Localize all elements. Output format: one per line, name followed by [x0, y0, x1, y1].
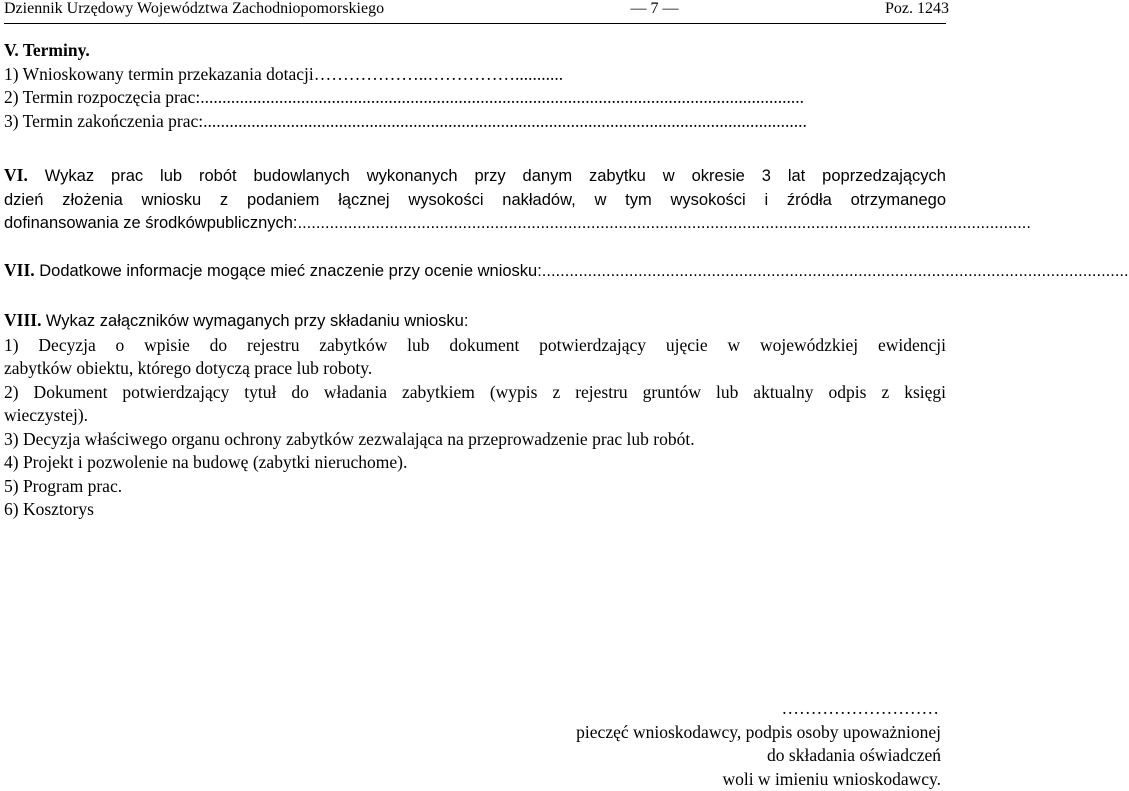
signature-caption-2: do składania oświadczeń [767, 745, 941, 765]
section-vii [4, 259, 1129, 284]
position-number: Poz. 1243 [885, 0, 949, 17]
section-viii [4, 309, 946, 522]
signature-caption-3: woli w imieniu wnioskodawcy. [722, 768, 941, 789]
section-vii-text: Dodatkowe informacje mogące mieć znaczenie przy ocenie wniosku:................................................................................................................................ [39, 262, 1129, 280]
signature-block [576, 697, 941, 791]
section-viii-title-line [4, 309, 946, 334]
section-vi-line-3: dofinansowania ze środkówpublicznych:................................................................................................................................................................ [4, 214, 1031, 232]
section-vi-line-2: dzień złożenia wniosku z podaniem łącznej wysokości nakładów, w tym wysokości i źródła otrzymanego [4, 190, 946, 209]
attachment-line-2: zabytków obiektu, którego dotyczą prace lub roboty. [4, 358, 373, 378]
section-v-item-2: 2) Termin rozpoczęcia prac:.......................................................................................................................................... [4, 87, 804, 107]
attachment-line-5: 3) Decyzja właściwego organu ochrony zabytków zezwalająca na przeprowadzenie prac lub robót. [4, 428, 695, 449]
section-v-title: V. Terminy. [4, 40, 90, 60]
signature-dots: ……………………… [781, 698, 939, 718]
section-vi-line-1 [4, 164, 946, 189]
page-header [4, 0, 949, 18]
attachment-line-1: 1) Decyzja o wpisie do rejestru zabytków lub dokument potwierdzający ujęcie w wojewódzkiej ewidencji [4, 334, 946, 355]
section-vii-line [4, 259, 1129, 284]
section-viii-title: Wykaz załączników wymaganych przy składaniu wniosku: [45, 312, 469, 330]
journal-title: Dziennik Urzędowy Województwa Zachodniopomorskiego [4, 0, 385, 17]
header-divider [4, 23, 946, 24]
section-viii-number: VIII. [4, 310, 42, 330]
section-v-item-3: 3) Termin zakończenia prac:.......................................................................................................................................... [4, 110, 807, 131]
section-v-item-1: 1) Wnioskowany termin przekazania dotacji………………..……………........... [4, 63, 564, 84]
attachment-line-7: 5) Program prac. [4, 475, 123, 496]
attachment-line-8: 6) Kosztorys [4, 499, 94, 519]
signature-caption-1: pieczęć wnioskodawcy, podpis osoby upoważnionej [576, 721, 941, 742]
attachment-line-4: wieczystej). [4, 405, 89, 425]
section-v [4, 39, 946, 133]
section-vi [4, 164, 1031, 236]
section-vi-number: VI. [4, 165, 28, 185]
page-number: — 7 — [630, 0, 679, 17]
attachment-line-3: 2) Dokument potwierdzający tytuł do władania zabytkiem (wypis z rejestru gruntów lub aktualny odpis z księgi [4, 381, 946, 402]
attachment-line-6: 4) Projekt i pozwolenie na budowę (zabytki nieruchome). [4, 452, 408, 472]
section-vii-number: VII. [4, 260, 35, 280]
section-vi-text-1: Wykaz prac lub robót budowlanych wykonanych przy danym zabytku w okresie 3 lat poprzedzających [44, 167, 946, 185]
